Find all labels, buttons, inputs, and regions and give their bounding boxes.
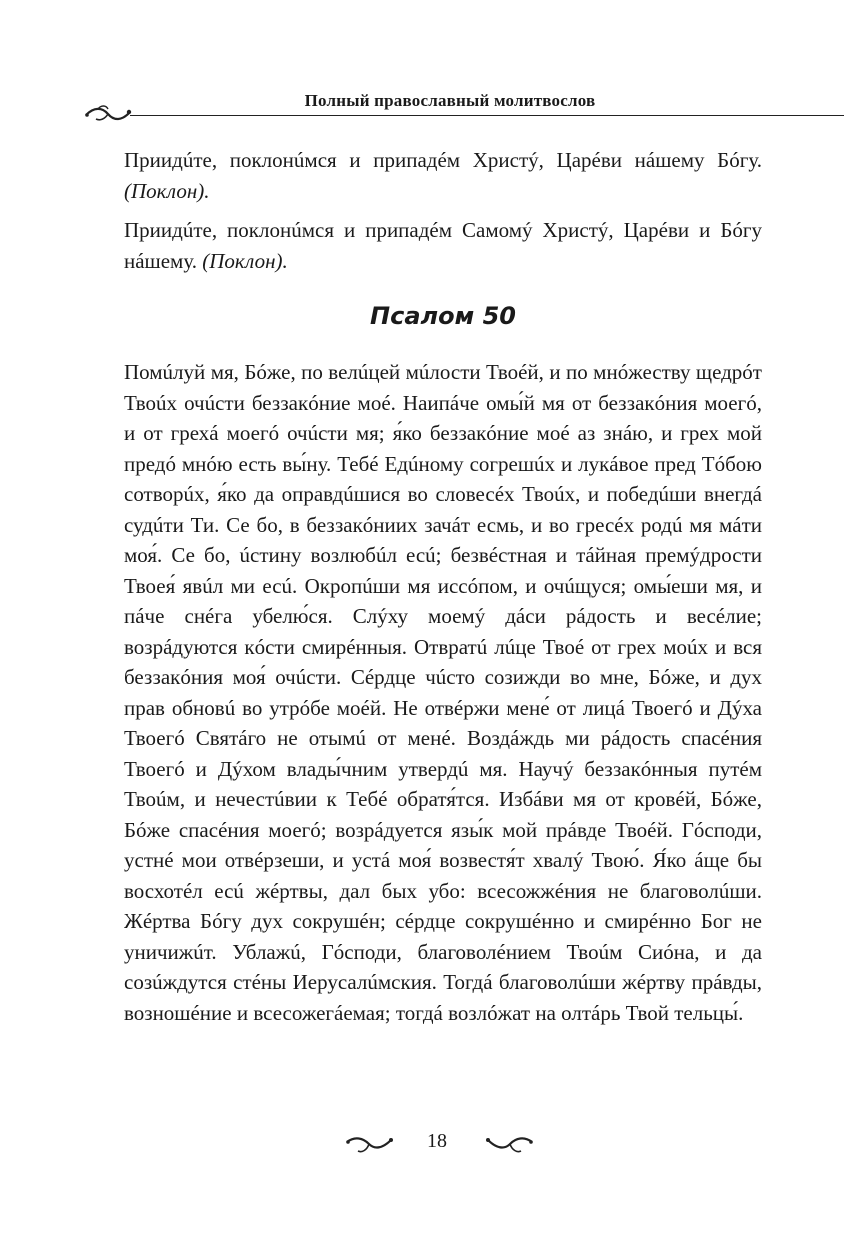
flourish-ornament-icon bbox=[84, 103, 134, 125]
bow-note: (Поклон). bbox=[202, 248, 288, 273]
flourish-ornament-icon bbox=[345, 1132, 393, 1156]
header-title: Полный православный молитвослов bbox=[304, 91, 596, 110]
psalm-body bbox=[124, 357, 762, 1028]
flourish-ornament-icon bbox=[486, 1132, 534, 1156]
psalm-title: Псалом 50 bbox=[370, 302, 516, 330]
intro-text: Приидúте, поклонúмся и припадéм Самомý Христý, Царéви и Бóгу нáшему. bbox=[124, 218, 762, 273]
intro-text: Приидúте, поклонúмся и припадéм Христý, Царéви нáшему Бóгу. bbox=[124, 148, 762, 172]
intro-paragraph bbox=[124, 145, 762, 206]
intro-paragraph bbox=[124, 215, 762, 276]
running-header bbox=[0, 85, 844, 125]
page-number: 18 bbox=[427, 1130, 447, 1152]
intro-section bbox=[124, 145, 762, 285]
bow-note: (Поклон). bbox=[124, 178, 210, 203]
psalm-text: Помúлуй мя, Бóже, по велúцей мúлости Твоéй, и по мнóжеству щедрóт Твоúх очúсти беззакóние моé. Наипáче омы́й мя от беззакóния моегó, и от грехá моегó очúсти мя; я́ко беззакóние моé аз знáю, и грех мой предó мнóю есть вы́ну. Тебé Едúному согрешúх и лукáвое пред Тóбою сотворúх, я́ко да оправдúшися во словесéх Твоúх, и победúши внегдá судúти Ти. Се бо, в беззакóниих зачáт есмь, и во гресéх родú мя мáти моя́. Се бо, úстину возлюбúл есú; безвéстная и тáйная премýдрости Твоея́ явúл ми есú. Окропúши мя иссóпом, и очúщуся; омы́еши мя, и пáче снéга убелю́ся. Слýху моемý дáси рáдость и весéлие; возрáдуются кóсти смирéнныя. Отвратú лúце Твоé от грех моúх и вся беззакóния моя́ очúсти. Сéрдце чúсто созижди во мне, Бóже, и дух прав обновú во утрóбе моéй. Не отвéржи мене́ от лицá Твоегó и Дýха Твоегó Святáго не отымú от менé. Воздáждь ми рáдость спасéния Твоегó и Дýхом влады́чним утвердú мя. Научý беззакóнныя путéм Твоúм, и нечестúвии к Тебé обратя́тся. Избáви мя от кровéй, Бóже, Бóже спасéния моегó; возрáдуется язы́к мой прáвде Твоéй. Гóсподи, устнé мои отвéрзеши, и устá моя́ возвестя́т хвалý Твою́. Я́ко áще бы восхотéл есú жéртвы, дал бых убо: всесожжéния не благоволúши. Жéртва Бóгу дух сокрушéн; сéрдце сокрушéнно и смирéнно Бог не уничижúт. Ублажú, Гóсподи, благоволéнием Твоúм Сиóна, и да созúждутся стéны Иерусалúмския. Тогдá благоволúши жéртву прáвды, возношéние и всесожегáемая; тогдá возлóжат на олтáрь Твой тельцы́. bbox=[124, 360, 762, 1025]
page-footer bbox=[0, 1128, 844, 1168]
header-divider bbox=[130, 115, 844, 116]
